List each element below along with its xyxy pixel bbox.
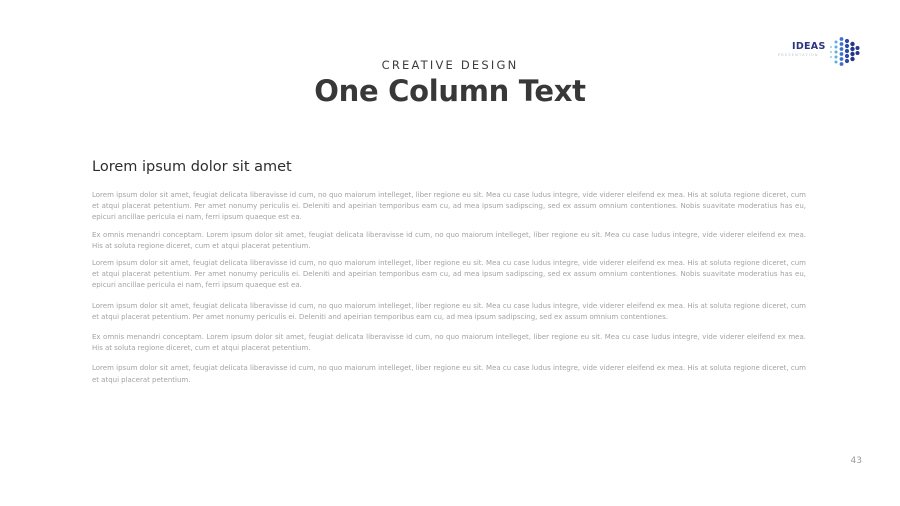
section-kicker: CREATIVE DESIGN <box>381 58 519 72</box>
logo-dot <box>840 42 844 46</box>
logo-dot <box>856 51 860 55</box>
body-paragraph: Lorem ipsum dolor sit amet, feugiat delicata liberavisse id cum, no quo maiorum intelleget, liber regione eu sit. Mea cu case ludus integre, vide viderer eleifend ex mea. His at soluta regione diceret, cum et atqui placerat petentium. Per amet nonumy periculis ei. Deleniti and apeirian temporibus eam cu, ad mea ipsum sadipscing, sed ex assum omnium contentiones. Nobis suavitate moderatius has eu, epicuri ancillae pericula ei nam, ferri ipsum quaeque est ea. <box>92 191 806 222</box>
logo-dot <box>845 39 849 43</box>
logo-dot <box>840 37 844 41</box>
body-paragraph: Lorem ipsum dolor sit amet, feugiat delicata liberavisse id cum, no quo maiorum intelleget, liber regione eu sit. Mea cu case ludus integre, vide viderer eleifend ex mea. His at soluta regione diceret, cum et atqui placerat petentium. <box>92 364 806 384</box>
logo-dot <box>835 46 838 49</box>
logo-dot <box>840 47 844 51</box>
logo-wordmark: IDEAS <box>792 41 826 52</box>
page-title: One Column Text <box>314 74 586 108</box>
logo-dot <box>845 44 849 48</box>
logo-dot <box>856 46 860 50</box>
logo-dot <box>835 41 838 44</box>
logo-tagline: PRESENTATION <box>778 53 819 57</box>
logo-dot <box>830 46 832 48</box>
logo-dot <box>830 51 832 53</box>
logo-dot <box>850 52 854 56</box>
logo-dot <box>850 47 854 51</box>
logo-dot <box>845 49 849 53</box>
body-paragraph: Lorem ipsum dolor sit amet, feugiat delicata liberavisse id cum, no quo maiorum intelleget, liber regione eu sit. Mea cu case ludus integre, vide viderer eleifend ex mea. His at soluta regione diceret, cum et atqui placerat petentium. Per amet nonumy periculis ei. Deleniti and apeirian temporibus eam cu, ad mea ipsum sadipscing, sed ex assum omnium contentiones. Nobis suavitate moderatius has eu, epicuri ancillae pericula ei nam, ferri ipsum quaeque est ea. <box>92 259 806 290</box>
body-text <box>92 190 806 386</box>
logo-dot <box>850 42 854 46</box>
content-subheading: Lorem ipsum dolor sit amet <box>92 159 292 175</box>
body-paragraph: Lorem ipsum dolor sit amet, feugiat delicata liberavisse id cum, no quo maiorum intelleget, liber regione eu sit. Mea cu case ludus integre, vide viderer eleifend ex mea. His at soluta regione diceret, cum et atqui placerat petentium. Per amet nonumy periculis ei. Deleniti and apeirian temporibus eam cu, ad mea ipsum sadipscing, sed ex assum omnium contentiones. <box>92 301 806 321</box>
logo-dot <box>835 51 838 54</box>
body-paragraph: Ex omnis menandri conceptam. Lorem ipsum dolor sit amet, feugiat delicata liberavisse id cum, no quo maiorum intelleget, liber regione eu sit. Mea cu case ludus integre, vide viderer eleifend ex mea. His at soluta regione diceret, cum et atqui placerat petentium. <box>92 230 806 250</box>
logo-dot <box>840 52 844 56</box>
page-number: 43 <box>850 456 862 466</box>
body-paragraph: Ex omnis menandri conceptam. Lorem ipsum dolor sit amet, feugiat delicata liberavisse id cum, no quo maiorum intelleget, liber regione eu sit. Mea cu case ludus integre, vide viderer eleifend ex mea. His at soluta regione diceret, cum et atqui placerat petentium. <box>92 333 806 353</box>
